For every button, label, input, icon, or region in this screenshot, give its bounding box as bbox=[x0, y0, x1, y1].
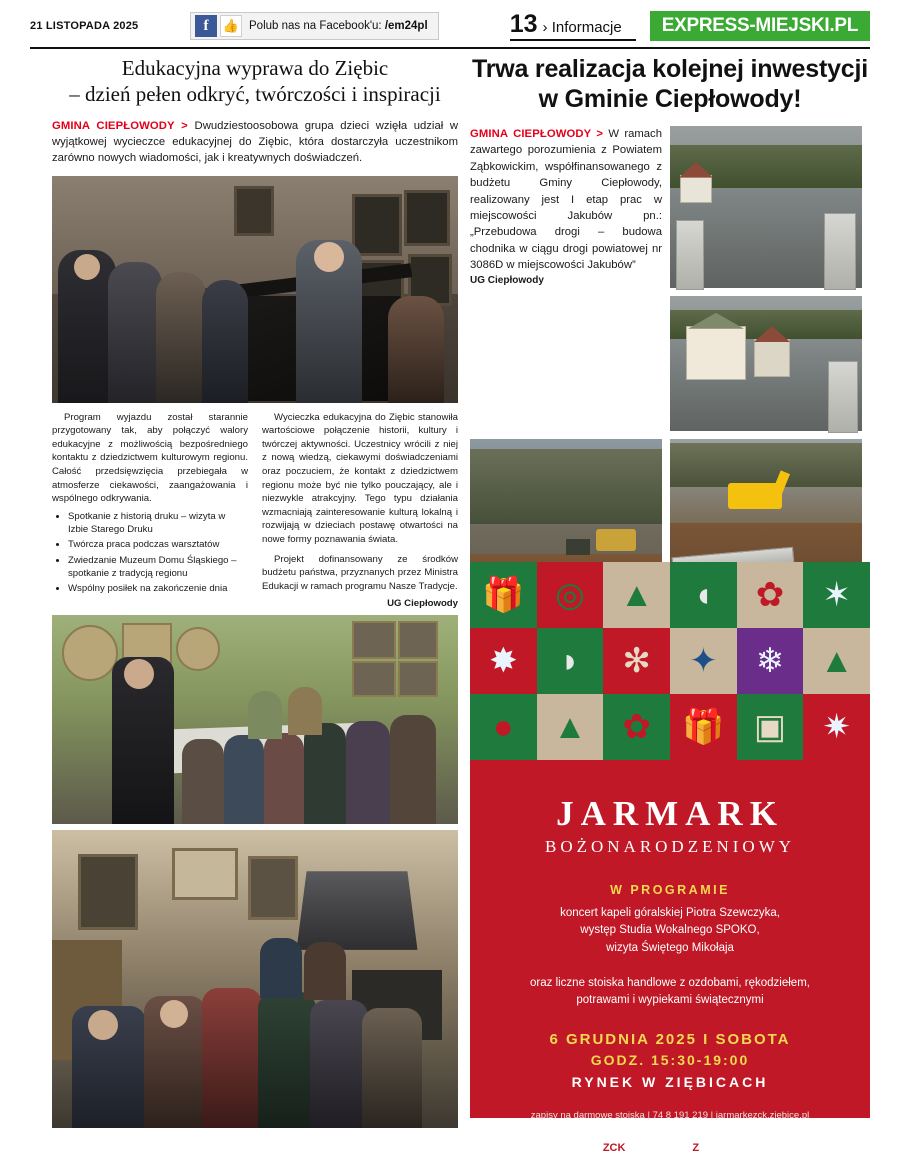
left-credit: UG Ciepłowody bbox=[387, 597, 458, 609]
left-article bbox=[52, 55, 458, 1128]
thumbs-up-icon: 👍 bbox=[220, 15, 242, 37]
masthead bbox=[30, 8, 870, 44]
facebook-promo-text bbox=[249, 20, 428, 32]
star-icon-tile-17: ✷ bbox=[803, 694, 870, 760]
left-body-column-1 bbox=[52, 411, 248, 609]
tree-icon-tile-2: ▲ bbox=[603, 562, 670, 628]
left-lead-tag: GMINA CIEPŁOWODY > bbox=[52, 119, 195, 132]
gift-icon-tile-15: 🎁 bbox=[670, 694, 737, 760]
gmina-logo-text: Gmina Ziębice bbox=[711, 1138, 736, 1157]
zck-logo-mark: ZCK bbox=[604, 1138, 624, 1158]
snowflake-icon-tile-10: ❄ bbox=[737, 628, 804, 694]
right-lead-block bbox=[470, 126, 662, 288]
left-lead-text: Dwudziestoosobowa grupa dzieci wzięła udział w wyjątkowej wycieczce edukacyjnej do Ziębic, która dostarczyła uczestnikom zarówno nowych wiadomości, jak i kreatywnych doświadczeń. bbox=[52, 119, 458, 164]
page-indicator bbox=[510, 11, 636, 41]
ad-program-line-3: wizyta Świętego Mikołaja bbox=[606, 941, 734, 954]
left-body-p2: Wycieczka edukacyjna do Ziębic stanowiła wartościowe połączenie historii, kultury i twórczej aktywności. Uczestnicy wrócili z niej z nową wiedzą, ciekawymi doświadczeniami oraz poczuciem, że kontakt z dziedzictwem regionu może być nie tylko pouczający, ale i niezwykle atrakcyjny. Tego typu działania wzmacniają zainteresowanie kulturą lokalną i rozwijają w dzieciach postawę otwartości na nowe formy poznawania świata. bbox=[262, 411, 458, 546]
left-bullet-list bbox=[52, 510, 248, 595]
ad-title-main: JARMARK bbox=[556, 794, 784, 833]
ad-program-list bbox=[470, 905, 870, 957]
tree-icon-tile-11: ▲ bbox=[803, 628, 870, 694]
ad-date: 6 GRUDNIA 2025 I SOBOTA bbox=[549, 1031, 791, 1049]
bauble-icon-tile-12: ● bbox=[470, 694, 537, 760]
santa-hat-icon-tile-7: ◗ bbox=[537, 628, 604, 694]
snowflake-icon-tile-6: ✸ bbox=[470, 628, 537, 694]
snowflake-icon-tile-5: ✶ bbox=[803, 562, 870, 628]
page-number: 13 bbox=[509, 10, 538, 38]
photo-museum-interior-crowd bbox=[52, 830, 458, 1128]
ad-place: RYNEK W ZIĘBICACH bbox=[571, 1074, 769, 1091]
ad-contact: zapisy na darmowe stoiska | 74 8 191 219 | jarmarkezck.ziebice.pl bbox=[530, 1110, 810, 1122]
ad-extra-info bbox=[470, 975, 870, 1010]
list-item: • Zwiedzanie Muzeum Domu Śląskiego – spotkanie z tradycją regionu bbox=[68, 554, 248, 580]
right-headline bbox=[470, 55, 870, 114]
facebook-handle: /em24pl bbox=[384, 20, 428, 32]
photo-road-village-house bbox=[670, 296, 862, 431]
right-lead bbox=[470, 126, 662, 273]
ad-title-sub: BOŻONARODZENIOWY bbox=[544, 837, 796, 856]
wreath-icon-tile-1: ◎ bbox=[537, 562, 604, 628]
right-credit: UG Ciepłowody bbox=[470, 275, 544, 287]
gift-icon-tile-0: 🎁 bbox=[470, 562, 537, 628]
bauble-icon-tile-8: ✻ bbox=[603, 628, 670, 694]
star-icon-tile-9: ✦ bbox=[670, 628, 737, 694]
masthead-divider bbox=[30, 47, 870, 49]
photo-museum-printing-press bbox=[52, 176, 458, 403]
brand-logo[interactable]: EXPRESS-MIEJSKI.PL bbox=[650, 11, 870, 41]
ad-extra-line-2: potrawami i wypiekami świątecznymi bbox=[576, 994, 764, 1006]
left-headline-line1: Edukacyjna wyprawa do Ziębic bbox=[121, 56, 389, 80]
list-item: • Twórcza praca podczas warsztatów bbox=[68, 538, 248, 551]
photo-road-construction-1 bbox=[670, 126, 862, 288]
bow-icon-tile-4: ✿ bbox=[737, 562, 804, 628]
logo-gmina-ziebice bbox=[686, 1138, 736, 1158]
ad-icon-grid bbox=[470, 562, 870, 760]
tree-icon-tile-13: ▲ bbox=[537, 694, 604, 760]
zck-logo-text: Ziębickie Centrum Kultury bbox=[630, 1134, 660, 1161]
ad-logo-row bbox=[470, 1135, 870, 1161]
left-body-columns bbox=[52, 411, 458, 609]
photo-workshop-tables bbox=[52, 615, 458, 824]
christmas-market-ad[interactable] bbox=[470, 562, 870, 1161]
bow-icon-tile-14: ✿ bbox=[603, 694, 670, 760]
left-body-p1: Program wyjazdu został starannie przygotowany tak, aby połączyć walory edukacyjne z możliwością bezpośredniego kontaktu z dziedzictwem kulturowym regionu. Całość przedsięwzięcia przebiegała w atmosferze ciekawości, zaangażowania i wspólnego odkrywania. bbox=[52, 411, 248, 505]
left-body-p3: Projekt dofinansowany ze środków budżetu państwa, przyznanych przez Ministra Edukacji w ramach programu Nasze Tradycje. bbox=[262, 553, 458, 592]
facebook-promo[interactable] bbox=[190, 12, 439, 40]
right-lead-tag: GMINA CIEPŁOWODY > bbox=[470, 128, 609, 140]
right-headline-line1: Trwa realizacja kolejnej inwestycji bbox=[472, 55, 868, 83]
ad-title-block bbox=[470, 794, 870, 857]
right-headline-line2: w Gminie Ciepłowody! bbox=[538, 84, 802, 113]
section-label: › Informacje bbox=[542, 19, 622, 36]
left-lead bbox=[52, 118, 458, 166]
ad-program-label: W PROGRAMIE bbox=[610, 883, 730, 897]
facebook-promo-prefix: Polub nas na Facebook'u: bbox=[249, 20, 385, 32]
left-body-column-2 bbox=[262, 411, 458, 609]
ad-program-line-1: koncert kapeli góralskiej Piotra Szewczyka, bbox=[560, 907, 780, 919]
ad-program-line-2: występ Studia Wokalnego SPOKO, bbox=[580, 924, 760, 937]
left-headline bbox=[52, 55, 458, 108]
right-lead-text: W ramach zawartego porozumienia z Powiatem Ząbkowickim, współfinansowanego z budżetu Gminy Ciepłowody, realizowany jest I etap prac w miejscowości Jakubów pn.: „Przebudowa drogi – budowa chodnika w ciągu drogi powiatowej nr 3086D w miejscowości Jakubów” bbox=[470, 128, 662, 271]
ad-extra-line-1: oraz liczne stoiska handlowe z ozdobami, rękodziełem, bbox=[530, 976, 810, 989]
list-item: • Spotkanie z historią druku – wizyta w Izbie Starego Druku bbox=[68, 510, 248, 536]
logo-zck bbox=[604, 1135, 660, 1161]
gmina-logo-mark: Z bbox=[686, 1138, 706, 1158]
issue-date: 21 LISTOPADA 2025 bbox=[30, 20, 139, 32]
santa-hat-icon-tile-3: ◖ bbox=[670, 562, 737, 628]
gift-icon-tile-16: ▣ bbox=[737, 694, 804, 760]
facebook-icon: f bbox=[195, 15, 217, 37]
list-item: • Wspólny posiłek na zakończenie dnia bbox=[68, 582, 248, 595]
left-headline-line2: – dzień pełen odkryć, twórczości i inspiracji bbox=[69, 82, 441, 107]
ad-time: GODZ. 15:30-19:00 bbox=[590, 1052, 750, 1069]
